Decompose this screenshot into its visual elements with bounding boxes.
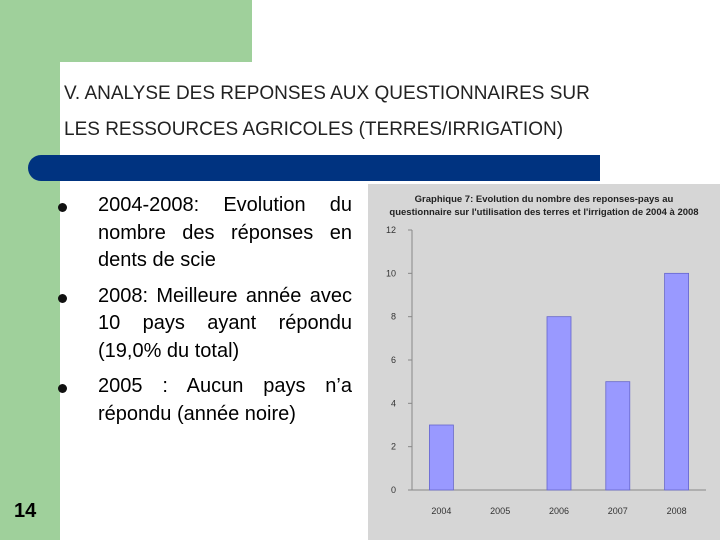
green-sidebar-band (0, 0, 60, 540)
chart-panel (368, 184, 720, 540)
chart-title-line-1: Graphique 7: Evolution du nombre des reponses-pays au (414, 194, 674, 205)
y-tick-label: 6 (390, 355, 396, 365)
bullet-text: 2005 : Aucun pays n’a répondu (année noire) (98, 375, 352, 425)
bullet-list (52, 192, 352, 436)
y-tick-label: 2 (390, 441, 396, 452)
title-divider-bar (28, 155, 600, 181)
y-tick-label: 10 (385, 268, 396, 279)
bar-2004 (429, 425, 453, 490)
bar-chart (368, 184, 720, 540)
bullet-dot-icon (58, 203, 67, 212)
bullet-text: 2008: Meilleure année avec 10 pays ayant répondu (19,0% du total) (98, 284, 352, 362)
x-tick-label: 2006 (548, 506, 570, 516)
x-tick-label: 2008 (666, 506, 687, 516)
bullet-dot-icon (58, 294, 67, 303)
bar-2008 (665, 273, 689, 490)
slide-title-line-1: V. ANALYSE DES REPONSES AUX QUESTIONNAIRES SUR (64, 83, 590, 104)
bar-2006 (547, 317, 571, 490)
y-tick-label: 12 (385, 225, 396, 235)
slide-title (64, 76, 720, 148)
bullet-text: 2004-2008: Evolution du nombre des réponses en dents de scie (98, 194, 352, 271)
y-tick-label: 4 (390, 398, 396, 409)
x-tick-label: 2007 (607, 506, 628, 516)
x-tick-label: 2004 (431, 506, 452, 516)
x-tick-label: 2005 (490, 506, 511, 516)
bullet-item (52, 192, 352, 275)
page-number: 14 (14, 500, 37, 522)
bullet-dot-icon (58, 384, 67, 393)
bullet-item (52, 373, 352, 428)
chart-title-line-2: questionnaire sur l'utilisation des terres et l'irrigation de 2004 à 2008 (389, 207, 699, 218)
slide-title-line-2: LES RESSOURCES AGRICOLES (TERRES/IRRIGATION) (64, 119, 564, 140)
y-tick-label: 0 (390, 485, 396, 495)
bar-2007 (606, 382, 630, 490)
plot-area (386, 225, 706, 516)
y-tick-label: 8 (390, 311, 396, 322)
bullet-item (52, 283, 352, 366)
green-top-block (60, 0, 252, 62)
